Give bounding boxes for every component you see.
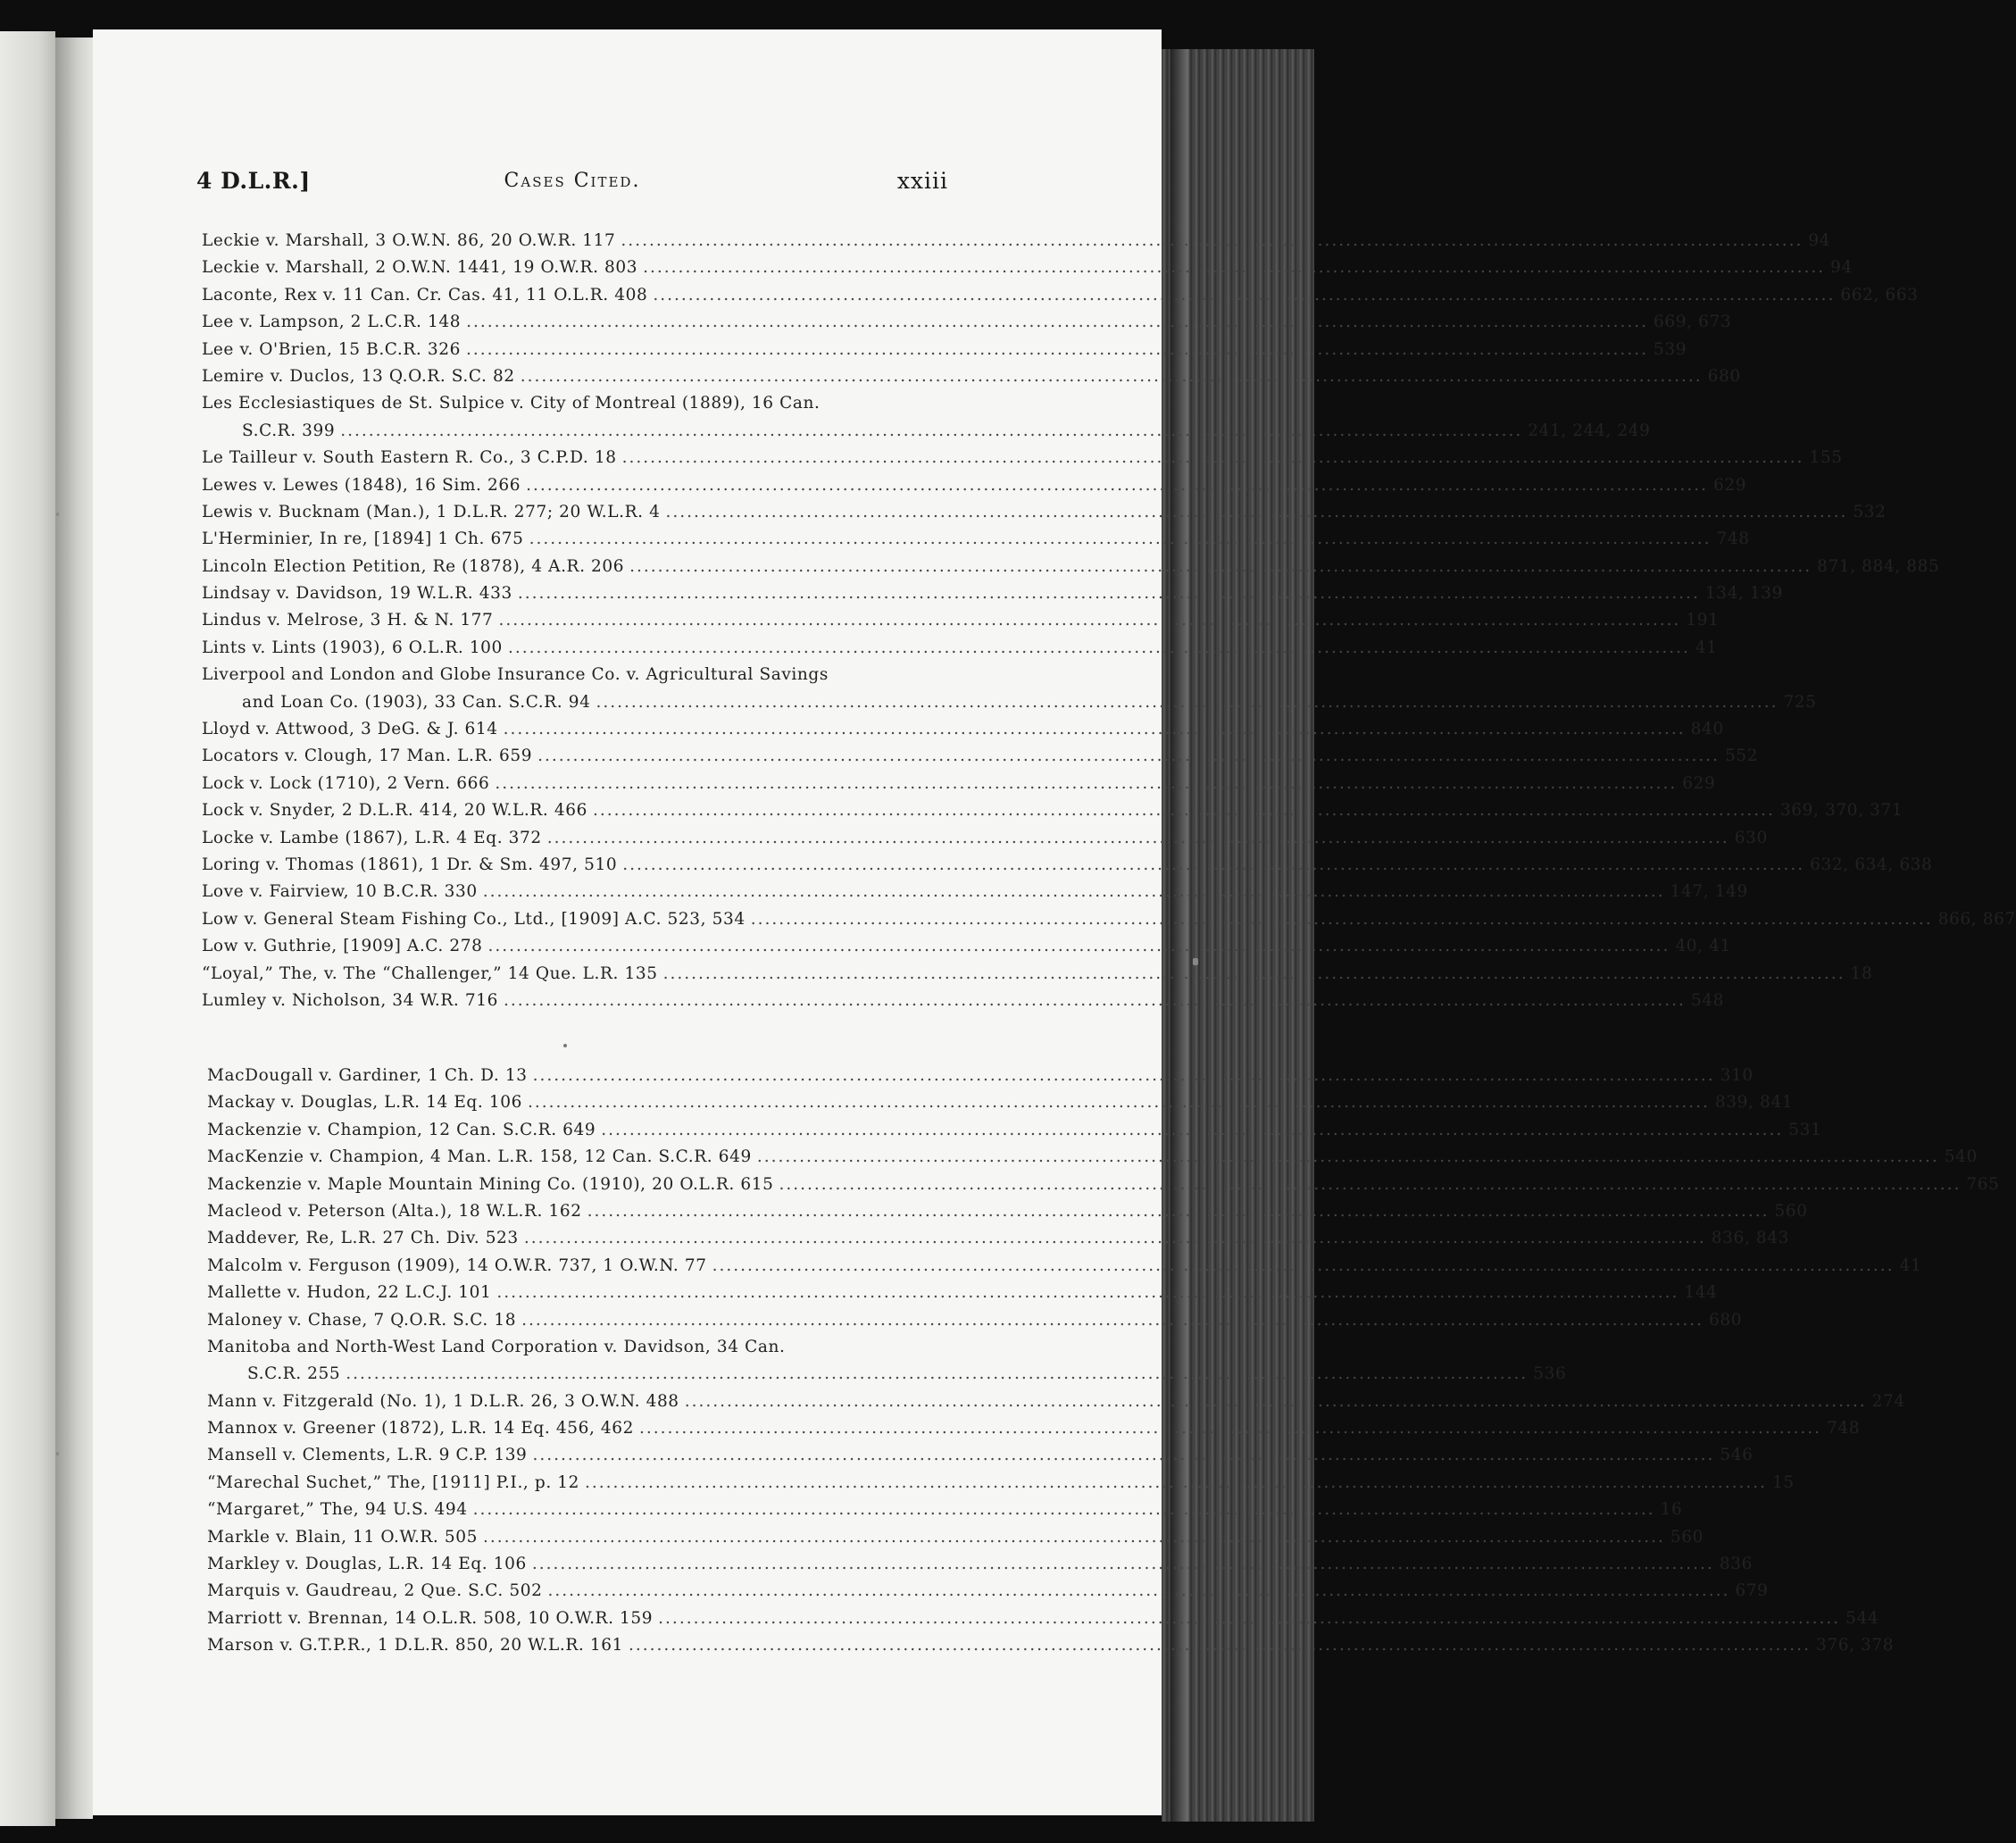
dot-leader (643, 254, 1825, 281)
dot-leader (658, 1605, 1840, 1632)
case-entry (207, 1605, 1879, 1632)
case-title: Low v. General Steam Fishing Co., Ltd., [1909] A.C. 523, 534 (202, 909, 746, 929)
case-entry (207, 1524, 1704, 1551)
case-title: Marson v. G.T.P.R., 1 D.L.R. 850, 20 W.L.R. 161 (207, 1636, 623, 1655)
page-reference: 629 (1682, 773, 1716, 793)
page-reference: 679 (1735, 1581, 1769, 1601)
case-entry (207, 1307, 1743, 1334)
dot-leader (665, 499, 1847, 526)
page-reference: 560 (1670, 1527, 1704, 1547)
case-entry (202, 771, 1716, 797)
case-title: Mackenzie v. Maple Mountain Mining Co. (1910), 20 O.L.R. 615 (207, 1174, 774, 1194)
case-title: Loring v. Thomas (1861), 1 Dr. & Sm. 497, 510 (202, 855, 618, 874)
page-reference: 546 (1720, 1446, 1754, 1465)
case-title-continuation: and Loan Co. (1903), 33 Can. S.C.R. 94 (242, 692, 591, 712)
dot-leader (537, 743, 1720, 770)
page-reference: 40, 41 (1675, 937, 1731, 956)
case-title: Locke v. Lambe (1867), L.R. 4 Eq. 372 (202, 828, 542, 847)
dot-leader (653, 282, 1835, 309)
page-reference: 41 (1899, 1255, 1922, 1275)
page-reference: 16 (1660, 1500, 1683, 1520)
page-reference: 147, 149 (1670, 882, 1748, 902)
case-entry (207, 1632, 1895, 1659)
dot-leader (757, 1144, 1939, 1171)
case-entry (207, 1415, 1861, 1442)
case-title: Lindsay v. Davidson, 19 W.L.R. 433 (202, 584, 512, 604)
dot-leader (496, 1280, 1679, 1306)
case-entry (202, 390, 1651, 445)
page-reference: 748 (1716, 530, 1750, 549)
case-entry (202, 607, 1720, 634)
case-title: Markle v. Blain, 11 O.W.R. 505 (207, 1527, 478, 1547)
page-reference: 539 (1653, 339, 1687, 359)
case-title: Lemire v. Duclos, 13 Q.O.R. S.C. 82 (202, 366, 515, 386)
dot-leader (751, 906, 1933, 933)
paper-speck (56, 513, 59, 516)
page-reference: 632, 634, 638 (1810, 855, 1933, 874)
case-title: Lindus v. Melrose, 3 H. & N. 177 (202, 611, 494, 630)
page-reference: 144 (1684, 1283, 1718, 1303)
case-title: Lincoln Election Petition, Re (1878), 4 A.R. 206 (202, 556, 625, 576)
case-entry (202, 526, 1750, 553)
case-title: Lints v. Lints (1903), 6 O.L.R. 100 (202, 638, 503, 657)
dot-leader (524, 1225, 1706, 1252)
facing-page-edge (0, 31, 55, 1826)
dot-leader (779, 1172, 1961, 1198)
case-title: Lewis v. Bucknam (Man.), 1 D.L.R. 277; 20 W.L.R. 4 (202, 502, 661, 521)
dot-leader (483, 1524, 1665, 1551)
volume-label: 4 D.L.R.] (196, 168, 311, 194)
case-entry (202, 445, 1843, 471)
case-title: “Loyal,” The, v. The “Challenger,” 14 Que. L.R. 135 (202, 963, 658, 983)
case-title: Liverpool and London and Globe Insurance Co. v. Agricultural Savings (202, 665, 829, 685)
page-reference: 548 (1690, 990, 1725, 1010)
page-reference: 94 (1808, 231, 1831, 250)
case-title: Love v. Fairview, 10 B.C.R. 330 (202, 882, 478, 902)
case-entry (202, 254, 1853, 281)
dot-leader (508, 635, 1690, 662)
dot-leader (504, 716, 1686, 743)
page-reference: 532 (1853, 502, 1887, 521)
dot-leader (466, 337, 1648, 363)
page-reference: 531 (1788, 1120, 1822, 1139)
dot-leader (663, 961, 1845, 988)
case-title: Maddever, Re, L.R. 27 Ch. Div. 523 (207, 1229, 519, 1248)
case-title: Mackenzie v. Champion, 12 Can. S.C.R. 649 (207, 1120, 596, 1139)
dot-leader (473, 1497, 1655, 1523)
case-title: Leckie v. Marshall, 2 O.W.N. 1441, 19 O.W.R. 803 (202, 258, 638, 278)
page-reference: 629 (1713, 475, 1747, 495)
case-entry (202, 906, 2016, 933)
case-entry (202, 662, 1817, 716)
case-title-continuation: S.C.R. 255 (247, 1364, 341, 1384)
dot-leader (585, 1470, 1767, 1497)
dot-leader (521, 1307, 1704, 1334)
case-title: Lee v. O'Brien, 15 B.C.R. 326 (202, 339, 461, 359)
case-entry (202, 743, 1759, 770)
dot-leader (483, 879, 1665, 905)
case-title-continuation: S.C.R. 399 (242, 421, 336, 440)
case-title: MacDougall v. Gardiner, 1 Ch. D. 13 (207, 1066, 528, 1085)
case-title: Markley v. Douglas, L.R. 14 Eq. 106 (207, 1555, 527, 1574)
dot-leader (498, 607, 1680, 634)
page-reference: 840 (1690, 720, 1724, 739)
case-title: Lock v. Snyder, 2 D.L.R. 414, 20 W.L.R. 466 (202, 801, 587, 821)
case-title: Manitoba and North-West Land Corporation v. Davidson, 34 Can. (207, 1337, 786, 1356)
paper-speck (56, 1452, 59, 1455)
case-title: Mann v. Fitzgerald (No. 1), 1 D.L.R. 26, 3 O.W.N. 488 (207, 1391, 679, 1411)
page-reference: 836, 843 (1711, 1229, 1789, 1248)
page-reference: 41 (1695, 638, 1718, 657)
page-reference: 725 (1783, 692, 1817, 712)
dot-leader (547, 1578, 1729, 1605)
dot-leader (487, 933, 1670, 960)
dot-leader (593, 797, 1775, 824)
dot-leader (495, 771, 1677, 797)
dot-leader (528, 1089, 1710, 1116)
case-entry (202, 825, 1768, 852)
case-entry (202, 282, 1919, 309)
dot-leader (622, 852, 1804, 879)
dot-leader (532, 1442, 1714, 1469)
case-title: Les Ecclesiastiques de St. Sulpice v. City of Montreal (1889), 16 Can. (202, 394, 821, 413)
case-title: Lee v. Lampson, 2 L.C.R. 148 (202, 313, 462, 332)
case-entry (202, 852, 1933, 879)
case-title: Maloney v. Chase, 7 Q.O.R. S.C. 18 (207, 1310, 517, 1330)
case-title: Marriott v. Brennan, 14 O.L.R. 508, 10 O.W.R. 159 (207, 1608, 654, 1628)
case-title: MacKenzie v. Champion, 4 Man. L.R. 158, 12 Can. S.C.R. 649 (207, 1147, 752, 1167)
page-reference: 274 (1871, 1391, 1905, 1411)
page-reference: 94 (1830, 258, 1853, 278)
dot-leader (621, 228, 1803, 254)
case-entry (207, 1144, 1978, 1171)
case-entry (207, 1089, 1794, 1116)
case-entry (202, 337, 1687, 363)
case-title: Mansell v. Clements, L.R. 9 C.P. 139 (207, 1446, 528, 1465)
case-title: Macleod v. Peterson (Alta.), 18 W.L.R. 162 (207, 1201, 582, 1221)
dot-leader (340, 418, 1522, 445)
page-reference: 369, 370, 371 (1779, 801, 1904, 821)
dot-leader (629, 554, 1812, 580)
dot-leader (521, 363, 1703, 390)
section-divider (563, 1044, 567, 1047)
case-entry (207, 1117, 1822, 1144)
case-entry (207, 1578, 1769, 1605)
case-title: L'Herminier, In re, [1894] 1 Ch. 675 (202, 530, 524, 549)
cases-section-m (207, 1063, 2000, 1660)
case-title: “Margaret,” The, 94 U.S. 494 (207, 1500, 468, 1520)
page-reference: 662, 663 (1840, 285, 1919, 304)
case-entry (202, 635, 1718, 662)
dot-leader (529, 526, 1712, 553)
page-reference: 376, 378 (1815, 1636, 1895, 1655)
case-entry (207, 1470, 1795, 1497)
case-entry (202, 499, 1887, 526)
dot-leader (685, 1389, 1867, 1415)
page-reference: 866, 867 (1937, 909, 2016, 929)
case-title: Leckie v. Marshall, 3 O.W.N. 86, 20 O.W.R. 117 (202, 231, 616, 250)
dot-leader (533, 1063, 1715, 1089)
case-entry (207, 1334, 1567, 1389)
page-reference: 560 (1774, 1201, 1808, 1221)
page-reference: 155 (1809, 448, 1843, 468)
case-entry (207, 1442, 1754, 1469)
dot-leader (547, 825, 1729, 852)
case-title: Mallette v. Hudon, 22 L.C.J. 101 (207, 1283, 492, 1303)
case-title: Lock v. Lock (1710), 2 Vern. 666 (202, 773, 490, 793)
case-title: Low v. Guthrie, [1909] A.C. 278 (202, 937, 483, 956)
page-reference: 310 (1720, 1066, 1754, 1085)
case-entry (207, 1063, 1754, 1089)
case-entry (207, 1280, 1718, 1306)
page-reference: 630 (1734, 828, 1768, 847)
case-title: Marquis v. Gaudreau, 2 Que. S.C. 502 (207, 1581, 543, 1601)
case-entry (202, 554, 1940, 580)
case-title: Le Tailleur v. South Eastern R. Co., 3 C.P.D. 18 (202, 448, 617, 468)
case-entry (202, 716, 1724, 743)
page-reference: 680 (1709, 1310, 1743, 1330)
page-reference: 836 (1719, 1555, 1753, 1574)
page-reference: 18 (1850, 963, 1873, 983)
page-reference: 15 (1771, 1472, 1795, 1492)
case-title: Lloyd v. Attwood, 3 DeG. & J. 614 (202, 720, 498, 739)
case-entry (202, 363, 1741, 390)
dot-leader (622, 445, 1804, 471)
case-title: Mackay v. Douglas, L.R. 14 Eq. 106 (207, 1093, 522, 1113)
cases-section-l (202, 228, 2016, 1014)
page-number: xxiii (896, 168, 948, 194)
page-title: Cases Cited. (504, 170, 641, 192)
case-entry (202, 309, 1732, 336)
page-reference: 748 (1826, 1419, 1861, 1439)
case-entry (207, 1497, 1683, 1523)
dot-leader (601, 1117, 1783, 1144)
page-reference: 839, 841 (1714, 1093, 1794, 1113)
case-title: Laconte, Rex v. 11 Can. Cr. Cas. 41, 11 O.L.R. 408 (202, 285, 648, 304)
case-entry (202, 879, 1748, 905)
page-reference: 536 (1533, 1364, 1567, 1384)
case-entry (207, 1172, 2000, 1198)
case-entry (202, 472, 1747, 499)
case-entry (202, 580, 1784, 607)
case-entry (207, 1551, 1753, 1578)
case-entry (202, 988, 1725, 1014)
dot-leader (596, 689, 1779, 716)
paper-speck (1193, 958, 1198, 965)
case-entry (207, 1253, 1922, 1280)
case-entry (202, 797, 1904, 824)
dot-leader (532, 1551, 1714, 1578)
case-entry (202, 961, 1873, 988)
dot-leader (466, 309, 1648, 336)
case-title: Lewes v. Lewes (1848), 16 Sim. 266 (202, 475, 521, 495)
case-title: Malcolm v. Ferguson (1909), 14 O.W.R. 737, 1 O.W.N. 77 (207, 1255, 707, 1275)
case-entry (207, 1225, 1789, 1252)
case-entry (207, 1198, 1808, 1225)
dot-leader (346, 1361, 1528, 1388)
dot-leader (629, 1632, 1811, 1659)
case-title: Locators v. Clough, 17 Man. L.R. 659 (202, 746, 533, 766)
page-reference: 241, 244, 249 (1528, 421, 1651, 440)
page-reference: 669, 673 (1654, 313, 1732, 332)
dot-leader (639, 1415, 1821, 1442)
dot-leader (587, 1198, 1770, 1225)
dot-leader (518, 580, 1700, 607)
dot-leader (712, 1253, 1895, 1280)
case-title: Lumley v. Nicholson, 34 W.R. 716 (202, 990, 498, 1010)
dot-leader (504, 988, 1686, 1014)
case-title: Mannox v. Greener (1872), L.R. 14 Eq. 456, 462 (207, 1419, 635, 1439)
case-entry (207, 1389, 1905, 1415)
page-reference: 871, 884, 885 (1817, 556, 1940, 576)
page-reference: 544 (1845, 1608, 1879, 1628)
page-gutter-shadow (55, 38, 93, 1819)
case-entry (202, 933, 1731, 960)
running-header (196, 168, 948, 204)
dot-leader (526, 472, 1708, 499)
page-reference: 552 (1725, 746, 1759, 766)
page-reference: 191 (1686, 611, 1720, 630)
page-reference: 134, 139 (1704, 584, 1784, 604)
case-entry (202, 228, 1831, 254)
page-reference: 540 (1944, 1147, 1978, 1167)
case-title: “Marechal Suchet,” The, [1911] P.I., p. 12 (207, 1472, 580, 1492)
page-reference: 765 (1966, 1174, 2000, 1194)
page-reference: 680 (1707, 366, 1741, 386)
